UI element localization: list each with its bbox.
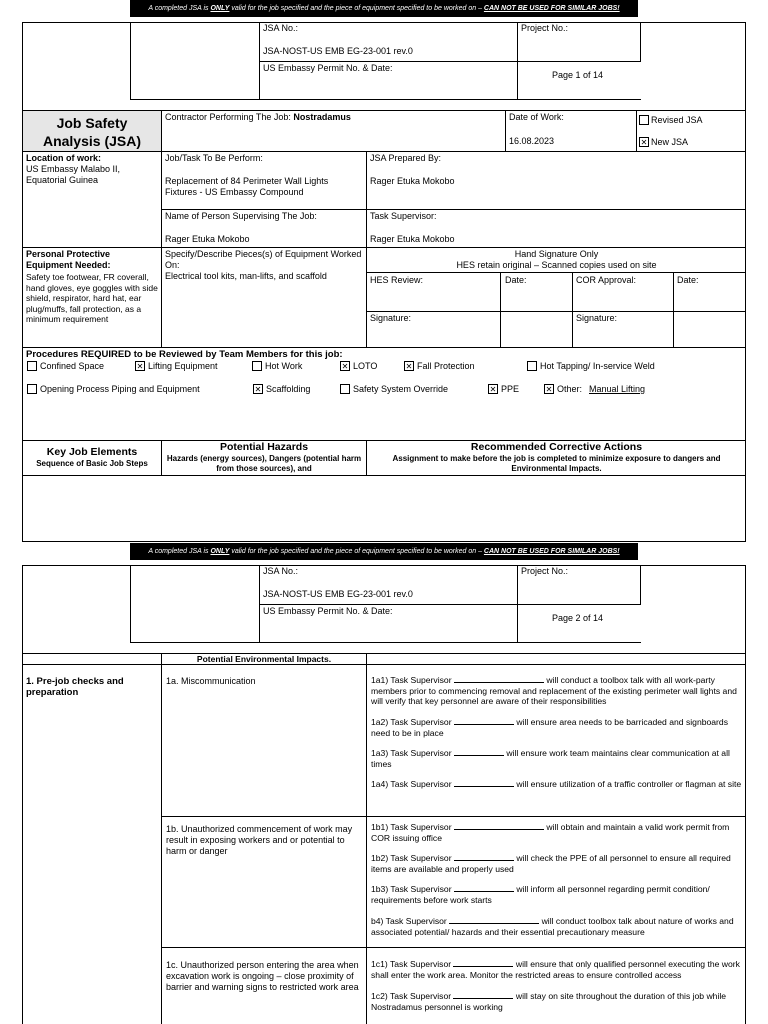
corrective-action-1b1 bbox=[371, 822, 743, 843]
jsa-no-label-2: JSA No.: bbox=[263, 566, 299, 576]
procedure-label: Hot Tapping/ In-service Weld bbox=[540, 361, 655, 371]
procedure-checkbox[interactable] bbox=[252, 361, 262, 371]
page-number: Page 1 of 14 bbox=[552, 70, 604, 80]
revised-label: Revised JSA bbox=[651, 115, 703, 125]
revised-checkbox[interactable] bbox=[639, 115, 649, 125]
blank-field[interactable] bbox=[454, 779, 514, 787]
key-elements-header: Key Job Elements bbox=[46, 446, 138, 458]
procedure-label: Safety System Override bbox=[353, 384, 449, 394]
hazards-header: Potential Hazards bbox=[219, 441, 309, 453]
task-supervisor-label: Task Supervisor: bbox=[370, 211, 437, 221]
hazard-1c: 1c. Unauthorized person entering the area when excavation work is ongoing – close proximity of barrier and warning signs to restricted work area bbox=[166, 960, 359, 992]
hand-signature-note: Hand Signature Only bbox=[514, 249, 599, 259]
blank-field[interactable] bbox=[454, 822, 544, 830]
action-prefix: 1c2) Task Supervisor bbox=[371, 991, 454, 1001]
corrective-action-1a4 bbox=[371, 779, 743, 790]
new-jsa-label: New JSA bbox=[651, 137, 689, 147]
prepared-value: Rager Etuka Mokobo bbox=[370, 176, 455, 186]
action-text: will ensure that only qualified personnel executing the work shall enter the work area. Monitor the restricted areas to ensure controlled access bbox=[371, 959, 740, 980]
procedure-label: Lifting Equipment bbox=[148, 361, 218, 371]
supervising-label: Name of Person Supervising The Job: bbox=[165, 211, 317, 221]
cor-signature-label: Signature: bbox=[576, 313, 618, 323]
corrective-action-1a1 bbox=[371, 675, 743, 707]
procedure-label: Scaffolding bbox=[266, 384, 311, 394]
validity-banner bbox=[130, 0, 638, 17]
blank-field[interactable] bbox=[454, 717, 514, 725]
action-text: will conduct a toolbox talk with all work-party members prior to commencing removal and replacement of the existing perimeter wall lights and will verify that key personnel are aware of their responsibilities bbox=[371, 675, 737, 706]
blank-field[interactable] bbox=[449, 916, 539, 924]
banner-text-mid: valid for the job specified and the piece of equipment specified to be worked on – bbox=[229, 548, 484, 555]
actions-header: Recommended Corrective Actions bbox=[470, 441, 643, 453]
procedure-checkbox[interactable] bbox=[135, 361, 145, 371]
action-prefix: b4) Task Supervisor bbox=[371, 916, 450, 926]
procedure-checkbox[interactable] bbox=[340, 384, 350, 394]
env-impacts-header: Potential Environmental Impacts. bbox=[196, 654, 332, 664]
blank-field[interactable] bbox=[454, 675, 544, 683]
jsa-no-value-2: JSA-NOST-US EMB EG-23-001 rev.0 bbox=[263, 589, 413, 599]
action-prefix: 1a3) Task Supervisor bbox=[371, 748, 454, 758]
hazard-1a: 1a. Miscommunication bbox=[166, 676, 256, 686]
location-value: US Embassy Malabo II, Equatorial Guinea bbox=[26, 164, 121, 185]
corrective-action-1c1 bbox=[371, 959, 743, 980]
blank-field[interactable] bbox=[454, 884, 514, 892]
hes-date-label: Date: bbox=[505, 275, 527, 285]
banner-text: A completed JSA is bbox=[148, 5, 211, 12]
other-value: Manual Lifting bbox=[589, 384, 646, 394]
procedure-label: Fall Protection bbox=[417, 361, 475, 371]
corrective-action-1a3 bbox=[371, 748, 743, 769]
banner-text: A completed JSA is bbox=[148, 548, 211, 555]
corrective-action-1c2 bbox=[371, 991, 743, 1012]
procedure-label: Other: bbox=[557, 384, 583, 394]
equipment-label: Specify/Describe Pieces(s) of Equipment Worked On: bbox=[165, 249, 362, 270]
step-1: 1. Pre-job checks and preparation bbox=[26, 676, 124, 699]
hes-retain-note: HES retain original – Scanned copies used on site bbox=[456, 260, 657, 270]
action-prefix: 1b1) Task Supervisor bbox=[371, 822, 454, 832]
jsa-title bbox=[23, 114, 161, 150]
procedure-label: LOTO bbox=[353, 361, 378, 371]
permit-label: US Embassy Permit No. & Date: bbox=[263, 63, 393, 73]
cor-date-label: Date: bbox=[677, 275, 699, 285]
task-supervisor-value: Rager Etuka Mokobo bbox=[370, 234, 455, 244]
corrective-action-1b4 bbox=[371, 916, 743, 937]
procedure-checkbox[interactable] bbox=[253, 384, 263, 394]
validity-banner-2 bbox=[130, 543, 638, 560]
procedure-checkbox[interactable] bbox=[488, 384, 498, 394]
prepared-label: JSA Prepared By: bbox=[370, 153, 442, 163]
contractor-value: Nostradamus bbox=[293, 112, 351, 122]
corrective-action-1b2 bbox=[371, 853, 743, 874]
date-value: 16.08.2023 bbox=[509, 136, 555, 146]
blank-field[interactable] bbox=[454, 748, 504, 756]
blank-field[interactable] bbox=[453, 991, 513, 999]
banner-warning: CAN NOT BE USED FOR SIMILAR JOBS! bbox=[483, 548, 620, 555]
action-text: will conduct toolbox talk about nature of works and associated potential/ hazards and their essential precautionary measure bbox=[371, 916, 734, 937]
contractor bbox=[165, 112, 351, 123]
ppe-value: Safety toe footwear, FR coverall, hand gloves, eye goggles with side shield, respirator, hard hat, ear plug/muffs, fall protection, as a minimum requirement bbox=[26, 272, 158, 324]
new-jsa-checkbox[interactable] bbox=[639, 137, 649, 147]
procedure-checkbox[interactable] bbox=[27, 361, 37, 371]
project-no-label-2: Project No.: bbox=[521, 566, 569, 576]
hes-signature-label: Signature: bbox=[370, 313, 412, 323]
action-text: will stay on site throughout the duration of this job while Nostradamus personnel is working bbox=[371, 991, 727, 1012]
blank-field[interactable] bbox=[454, 853, 514, 861]
procedure-label: Hot Work bbox=[265, 361, 303, 371]
task-label: Job/Task To Be Perform: bbox=[165, 153, 263, 163]
jsa-title-line2: Analysis (JSA) bbox=[42, 133, 142, 149]
jsa-no-value: JSA-NOST-US EMB EG-23-001 rev.0 bbox=[263, 46, 413, 56]
location-label: Location of work: bbox=[26, 153, 101, 163]
project-no-label: Project No.: bbox=[521, 23, 569, 33]
action-prefix: 1b2) Task Supervisor bbox=[371, 853, 454, 863]
hazards-sub: Hazards (energy sources), Dangers (potential harm from those sources), and bbox=[166, 454, 362, 473]
corrective-action-1b3 bbox=[371, 884, 743, 905]
key-elements-sub: Sequence of Basic Job Steps bbox=[36, 459, 148, 468]
contractor-label: Contractor Performing The Job: bbox=[165, 112, 294, 122]
equipment-value: Electrical tool kits, man-lifts, and scaffold bbox=[165, 271, 327, 281]
blank-field[interactable] bbox=[453, 959, 513, 967]
action-text: will obtain and maintain a valid work permit from COR issuing office bbox=[371, 822, 730, 843]
banner-warning: CAN NOT BE USED FOR SIMILAR JOBS! bbox=[483, 5, 620, 12]
action-text: will ensure area needs to be barricaded and signboards need to be in place bbox=[371, 717, 728, 738]
corrective-action-1a2 bbox=[371, 717, 743, 738]
action-text: will check the PPE of all personnel to ensure all required items are available and properly used bbox=[371, 853, 731, 874]
permit-label-2: US Embassy Permit No. & Date: bbox=[263, 606, 393, 616]
procedure-label: PPE bbox=[501, 384, 520, 394]
actions-sub: Assignment to make before the job is completed to minimize exposure to dangers and Environmental Impacts. bbox=[392, 454, 721, 473]
procedure-checkbox[interactable] bbox=[404, 361, 414, 371]
procedures-label: Procedures REQUIRED to be Reviewed by Team Members for this job: bbox=[26, 349, 343, 360]
procedure-checkbox[interactable] bbox=[27, 384, 37, 394]
date-label: Date of Work: bbox=[509, 112, 564, 122]
procedure-checkbox[interactable] bbox=[340, 361, 350, 371]
procedure-checkbox[interactable] bbox=[527, 361, 537, 371]
action-prefix: 1b3) Task Supervisor bbox=[371, 884, 454, 894]
hes-review-label: HES Review: bbox=[370, 275, 424, 285]
banner-only: ONLY bbox=[210, 548, 230, 555]
banner-only: ONLY bbox=[210, 5, 230, 12]
action-text: will ensure work team maintains clear communication at all times bbox=[371, 748, 730, 769]
procedure-label: Opening Process Piping and Equipment bbox=[40, 384, 200, 394]
supervising-value: Rager Etuka Mokobo bbox=[165, 234, 250, 244]
action-prefix: 1a2) Task Supervisor bbox=[371, 717, 454, 727]
cor-approval-label: COR Approval: bbox=[576, 275, 637, 285]
action-prefix: 1a4) Task Supervisor bbox=[371, 779, 454, 789]
page-number-2: Page 2 of 14 bbox=[552, 613, 604, 623]
jsa-title-line1: Job Safety bbox=[56, 115, 128, 131]
hazard-1b: 1b. Unauthorized commencement of work may result in exposing workers and or potential to harm or danger bbox=[166, 824, 353, 856]
task-value: Replacement of 84 Perimeter Wall Lights Fixtures - US Embassy Compound bbox=[165, 176, 329, 197]
action-prefix: 1a1) Task Supervisor bbox=[371, 675, 454, 685]
procedure-label: Confined Space bbox=[40, 361, 105, 371]
action-prefix: 1c1) Task Supervisor bbox=[371, 959, 454, 969]
procedure-checkbox[interactable] bbox=[544, 384, 554, 394]
action-text: will inform all personnel regarding permit condition/ requirements before work starts bbox=[371, 884, 710, 905]
banner-text-mid: valid for the job specified and the piece of equipment specified to be worked on – bbox=[229, 5, 484, 12]
jsa-no-label: JSA No.: bbox=[263, 23, 299, 33]
ppe-label: Personal Protective Equipment Needed: bbox=[26, 249, 111, 270]
action-text: will ensure utilization of a traffic controller or flagman at site bbox=[513, 779, 742, 789]
